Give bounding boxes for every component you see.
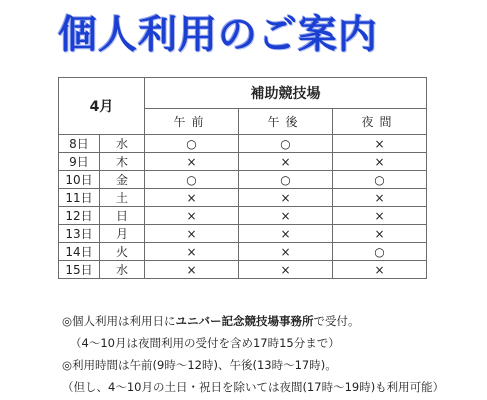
table-row	[59, 225, 427, 243]
day-cell: 13日	[59, 225, 100, 243]
am-status-cell: ×	[145, 225, 239, 243]
weekday-cell: 金	[100, 171, 145, 189]
weekday-cell: 水	[100, 135, 145, 153]
day-cell: 10日	[59, 171, 100, 189]
table-row	[59, 261, 427, 279]
weekday-cell: 木	[100, 153, 145, 171]
note-usage-times: ◎利用時間は午前(9時～12時)、午後(13時～17時)。	[62, 358, 337, 372]
night-status-cell: ×	[333, 225, 427, 243]
pm-status-cell: ○	[239, 171, 333, 189]
day-cell: 11日	[59, 189, 100, 207]
pm-status-cell: ×	[239, 189, 333, 207]
note-reception-post: で受付。	[313, 314, 360, 328]
page-title: 個人利用のご案内	[58, 13, 379, 58]
note-reception-hours: （4～10月は夜間利用の受付を含め17時15分まで）	[70, 336, 340, 350]
night-status-cell: ×	[333, 207, 427, 225]
table-row	[59, 189, 427, 207]
month-header: 4月	[59, 78, 145, 135]
slot-header-am: 午前	[145, 109, 239, 135]
pm-status-cell: ×	[239, 207, 333, 225]
weekday-cell: 水	[100, 261, 145, 279]
weekday-cell: 火	[100, 243, 145, 261]
pm-status-cell: ×	[239, 225, 333, 243]
pm-status-cell: ○	[239, 135, 333, 153]
table-row	[59, 135, 427, 153]
night-status-cell: ○	[333, 243, 427, 261]
note-night-exception: （但し、4～10月の土日・祝日を除いては夜間(17時～19時)も利用可能）	[62, 380, 445, 394]
day-cell: 8日	[59, 135, 100, 153]
day-cell: 12日	[59, 207, 100, 225]
venue-header: 補助競技場	[145, 78, 427, 109]
day-cell: 14日	[59, 243, 100, 261]
note-reception-pre: ◎個人利用は利用日に	[62, 314, 176, 328]
weekday-cell: 土	[100, 189, 145, 207]
slot-header-night: 夜間	[333, 109, 427, 135]
table-row	[59, 153, 427, 171]
night-status-cell: ○	[333, 171, 427, 189]
schedule-table	[58, 77, 427, 279]
am-status-cell: ×	[145, 261, 239, 279]
table-row	[59, 207, 427, 225]
night-status-cell: ×	[333, 153, 427, 171]
night-status-cell: ×	[333, 135, 427, 153]
note-reception	[62, 310, 444, 332]
am-status-cell: ×	[145, 207, 239, 225]
weekday-cell: 日	[100, 207, 145, 225]
weekday-cell: 月	[100, 225, 145, 243]
pm-status-cell: ×	[239, 243, 333, 261]
pm-status-cell: ×	[239, 261, 333, 279]
usage-notes	[62, 310, 444, 398]
table-row	[59, 243, 427, 261]
day-cell: 15日	[59, 261, 100, 279]
am-status-cell: ×	[145, 243, 239, 261]
slot-header-pm: 午後	[239, 109, 333, 135]
pm-status-cell: ×	[239, 153, 333, 171]
table-row	[59, 171, 427, 189]
am-status-cell: ○	[145, 171, 239, 189]
am-status-cell: ×	[145, 189, 239, 207]
night-status-cell: ×	[333, 261, 427, 279]
am-status-cell: ×	[145, 153, 239, 171]
night-status-cell: ×	[333, 189, 427, 207]
note-office-name: ユニバー記念競技場事務所	[175, 314, 314, 328]
am-status-cell: ○	[145, 135, 239, 153]
day-cell: 9日	[59, 153, 100, 171]
